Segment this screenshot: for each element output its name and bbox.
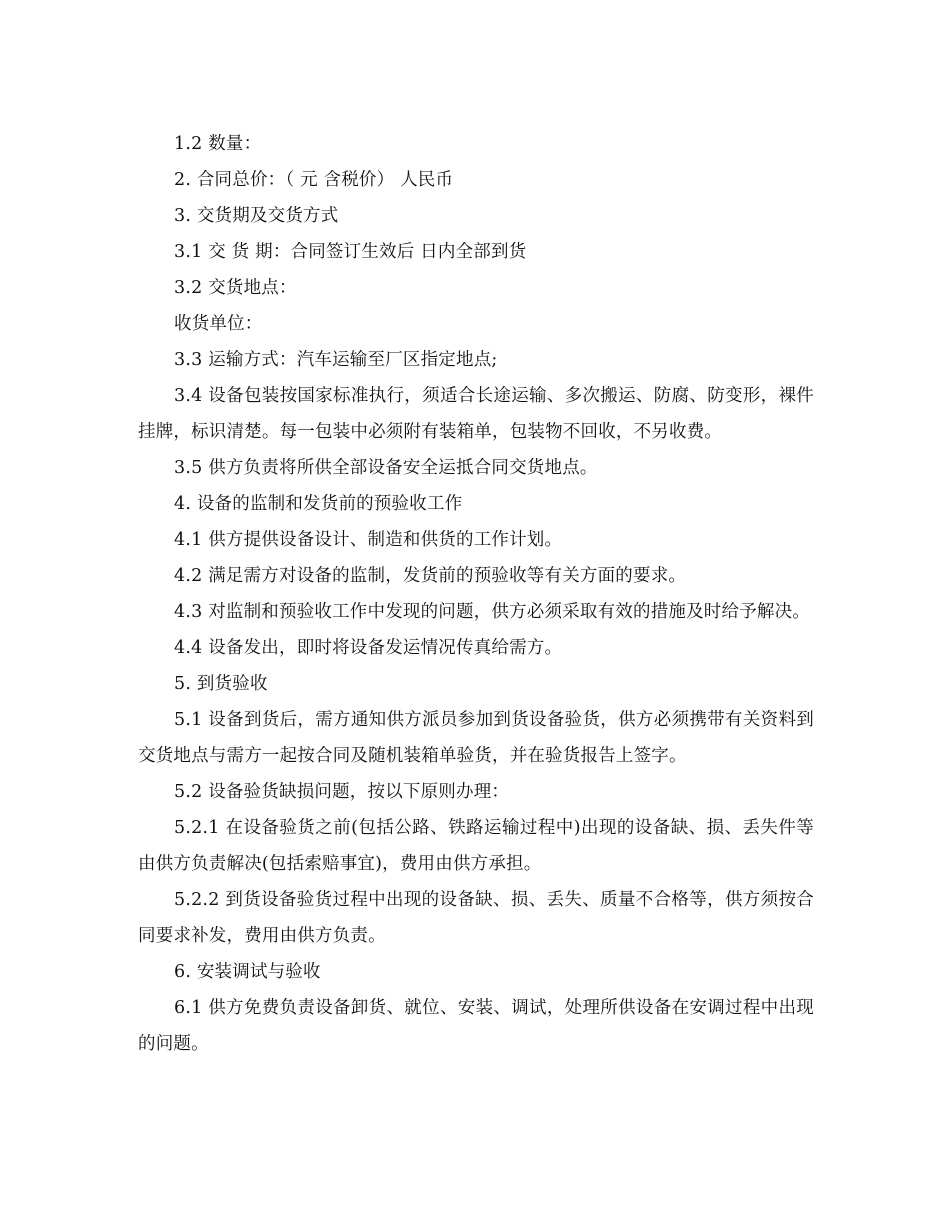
clause-3-2-delivery-location: 3.2 交货地点： <box>174 278 297 298</box>
clause-5-2: 5.2 设备验货缺损问题，按以下原则办理： <box>174 782 510 802</box>
clause-4-4: 4.4 设备发出，即时将设备发运情况传真给需方。 <box>174 638 563 658</box>
clause-5-1: 5.1 设备到货后，需方通知供方派员参加到货设备验货，供方必须携带有关资料到交货地点与需方一起按合同及随机装箱单验货，并在验货报告上签字。 <box>138 710 814 766</box>
clause-3-5-supplier-delivery: 3.5 供方负责将所供全部设备安全运抵合同交货地点。 <box>174 458 598 478</box>
clause-3-3-transport: 3.3 运输方式：汽车运输至厂区指定地点; <box>174 350 498 370</box>
clause-5-heading: 5. 到货验收 <box>174 674 268 694</box>
clause-4-2: 4.2 满足需方对设备的监制，发货前的预验收等有关方面的要求。 <box>174 566 687 586</box>
receiving-unit: 收货单位： <box>174 314 263 334</box>
document-body <box>138 126 814 1062</box>
clause-1-2-quantity: 1.2 数量： <box>174 134 262 154</box>
clause-6-1: 6.1 供方免费负责设备卸货、就位、安装、调试，处理所供设备在安调过程中出现的问题。 <box>138 998 814 1054</box>
clause-2-total-price: 2. 合同总价：（ 元 含税价） 人民币 <box>174 170 454 190</box>
clause-4-heading: 4. 设备的监制和发货前的预验收工作 <box>174 494 463 514</box>
clause-5-2-1: 5.2.1 在设备验货之前(包括公路、铁路运输过程中)出现的设备缺、损、丢失件等由供方负责解决(包括索赔事宜)，费用由供方承担。 <box>138 818 814 874</box>
clause-3-heading: 3. 交货期及交货方式 <box>174 206 339 226</box>
clause-5-2-2: 5.2.2 到货设备验货过程中出现的设备缺、损、丢失、质量不合格等，供方须按合同要求补发，费用由供方负责。 <box>138 890 814 946</box>
clause-6-heading: 6. 安装调试与验收 <box>174 962 321 982</box>
clause-3-1-delivery-period: 3.1 交 货 期：合同签订生效后 日内全部到货 <box>174 242 527 262</box>
clause-3-4-packaging: 3.4 设备包装按国家标准执行，须适合长途运输、多次搬运、防腐、防变形，裸件挂牌，标识清楚。每一包装中必须附有装箱单，包装物不回收，不另收费。 <box>138 386 814 442</box>
clause-4-3: 4.3 对监制和预验收工作中发现的问题，供方必须采取有效的措施及时给予解决。 <box>174 602 810 622</box>
clause-4-1: 4.1 供方提供设备设计、制造和供货的工作计划。 <box>174 530 563 550</box>
